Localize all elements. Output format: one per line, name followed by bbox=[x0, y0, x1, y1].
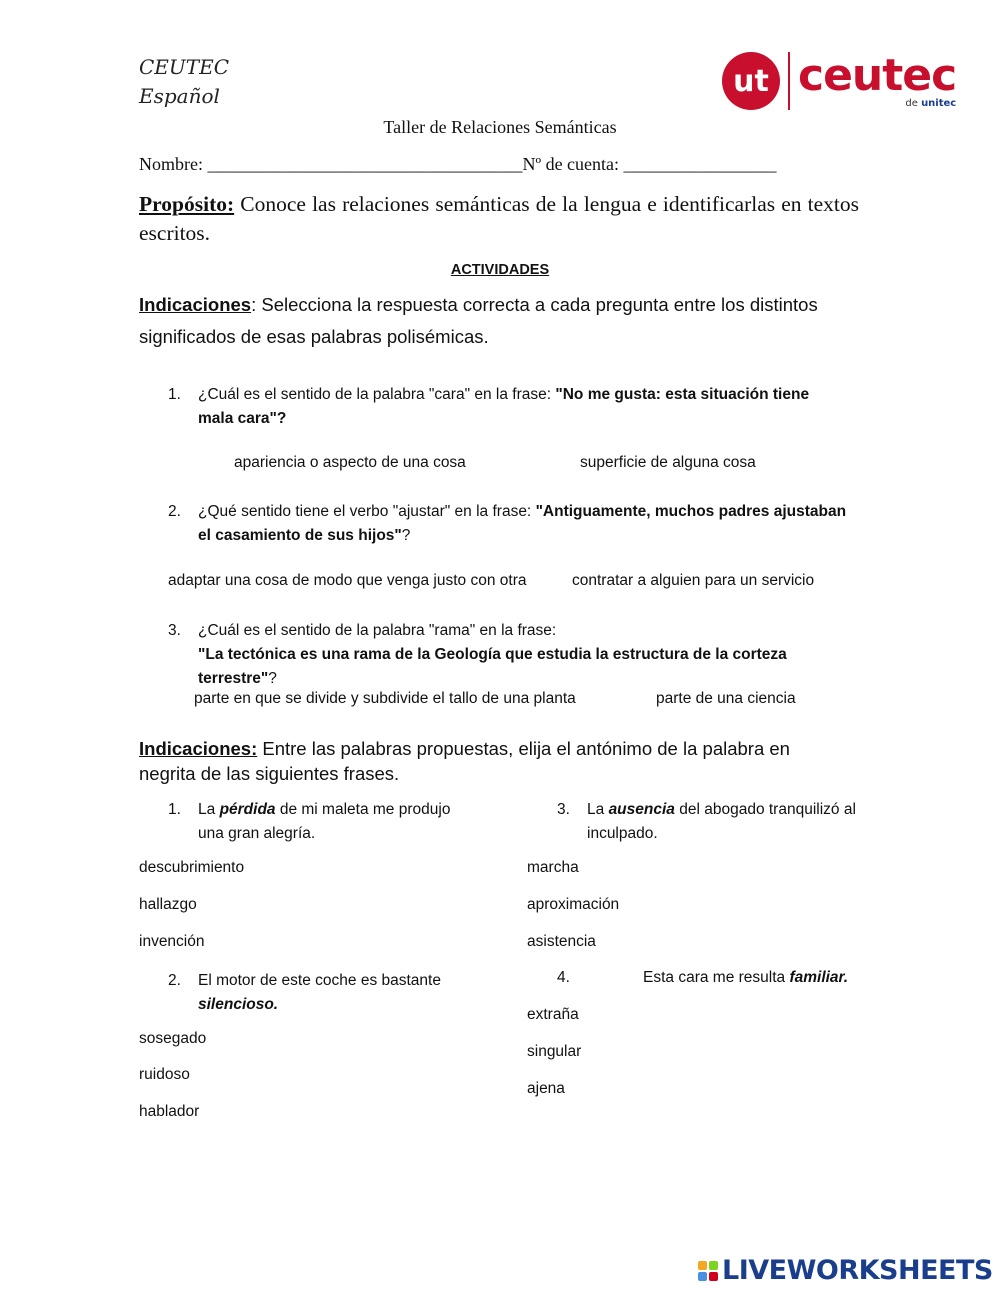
antonym-item-1: 1. La pérdida de mi maleta me produjo una gran alegría. bbox=[168, 801, 451, 842]
question-quote: "No me gusta: esta situación tiene mala cara"? bbox=[198, 386, 810, 427]
question-1 bbox=[168, 383, 848, 431]
question-2: 2. ¿Qué sentido tiene el verbo "ajustar" en la frase: "Antiguamente, muchos padres ajustaban el casamiento de sus hijos"? bbox=[168, 500, 848, 548]
liveworksheets-logo bbox=[698, 1255, 993, 1286]
target-word: familiar. bbox=[789, 969, 849, 986]
school-name: CEUTEC bbox=[139, 55, 229, 79]
q3-option-2[interactable]: parte de una ciencia bbox=[656, 690, 796, 707]
question-text: ¿Qué sentido tiene el verbo "ajustar" en la frase: bbox=[198, 503, 536, 520]
question-number: 1. bbox=[168, 386, 181, 403]
purpose-paragraph bbox=[139, 190, 859, 248]
worksheet-title: Taller de Relaciones Semánticas bbox=[383, 117, 617, 137]
antonym-item-3: 3. La ausencia del abogado tranquilizó al inculpado. bbox=[557, 801, 856, 842]
item2-option-3[interactable]: hablador bbox=[139, 1103, 200, 1120]
section1-label: Indicaciones bbox=[139, 294, 252, 315]
nombre-field[interactable]: Nombre: ___________________________________ bbox=[139, 154, 523, 174]
item4-option-2[interactable]: singular bbox=[527, 1043, 582, 1060]
target-word: ausencia bbox=[608, 801, 675, 818]
section2-label: Indicaciones: bbox=[139, 738, 258, 759]
q1-option-1[interactable]: apariencia o aspecto de una cosa bbox=[234, 454, 466, 471]
logo-subtitle: de unitec bbox=[905, 97, 957, 109]
item3-option-3[interactable]: asistencia bbox=[527, 933, 596, 950]
liveworksheets-icon bbox=[698, 1261, 718, 1281]
item2-option-2[interactable]: ruidoso bbox=[139, 1066, 190, 1083]
question-text: ¿Cuál es el sentido de la palabra "cara" en la frase: bbox=[198, 386, 556, 403]
activities-heading: ACTIVIDADES bbox=[450, 262, 550, 278]
purpose-text: Conoce las relaciones semánticas de la lengua e identificarlas en textos escritos. bbox=[139, 192, 860, 245]
item3-option-2[interactable]: aproximación bbox=[527, 896, 620, 913]
question-number: 2. bbox=[168, 503, 181, 520]
q3-option-1[interactable]: parte en que se divide y subdivide el tallo de una planta bbox=[194, 690, 576, 707]
item1-option-3[interactable]: invención bbox=[139, 933, 205, 950]
question-quote: "Antiguamente, muchos padres ajustaban el casamiento de sus hijos" bbox=[198, 503, 847, 544]
target-word: silencioso. bbox=[198, 996, 279, 1013]
cuenta-field[interactable]: Nº de cuenta: _________________ bbox=[522, 154, 777, 174]
section1-instructions bbox=[139, 289, 839, 353]
liveworksheets-wordmark: LIVEWORKSHEETS bbox=[722, 1255, 993, 1286]
item4-option-3[interactable]: ajena bbox=[527, 1080, 565, 1097]
item2-option-1[interactable]: sosegado bbox=[139, 1030, 207, 1047]
logo-divider bbox=[788, 52, 790, 110]
q2-option-1[interactable]: adaptar una cosa de modo que venga justo con otra bbox=[168, 572, 527, 589]
antonym-item-2: 2. El motor de este coche es bastante silencioso. bbox=[168, 972, 441, 1013]
subject-name: Español bbox=[139, 84, 220, 108]
ceutec-logo bbox=[722, 49, 957, 110]
item1-option-1[interactable]: descubrimiento bbox=[139, 859, 245, 876]
q1-option-2[interactable]: superficie de alguna cosa bbox=[580, 454, 756, 471]
student-info-line bbox=[139, 154, 777, 175]
item1-option-2[interactable]: hallazgo bbox=[139, 896, 197, 913]
section1-text: : Selecciona la respuesta correcta a cada pregunta entre los distintos significados de esas palabras polisémicas. bbox=[139, 294, 818, 347]
section2-instructions bbox=[139, 736, 839, 786]
item3-option-1[interactable]: marcha bbox=[527, 859, 579, 876]
section2-text: Entre las palabras propuestas, elija el antónimo de la palabra en negrita de las siguientes frases. bbox=[139, 738, 790, 784]
purpose-label: Propósito: bbox=[139, 192, 235, 216]
q2-option-2[interactable]: contratar a alguien para un servicio bbox=[572, 572, 815, 589]
question-quote: "La tectónica es una rama de la Geología que estudia la estructura de la corteza terrestre" bbox=[198, 646, 787, 687]
item4-option-1[interactable]: extraña bbox=[527, 1006, 579, 1023]
target-word: pérdida bbox=[219, 801, 276, 818]
antonym-item-4: 4. Esta cara me resulta familiar. bbox=[557, 969, 849, 986]
question-number: 3. bbox=[168, 622, 181, 639]
question-text: ¿Cuál es el sentido de la palabra "rama" en la frase: bbox=[198, 622, 557, 639]
question-3: 3. ¿Cuál es el sentido de la palabra "rama" en la frase: "La tectónica es una rama de la Geología que estudia la estructura de la corteza terrestre"? bbox=[168, 619, 848, 691]
logo-wordmark: ceutec bbox=[798, 49, 957, 101]
ut-badge-icon: ut bbox=[722, 52, 780, 110]
